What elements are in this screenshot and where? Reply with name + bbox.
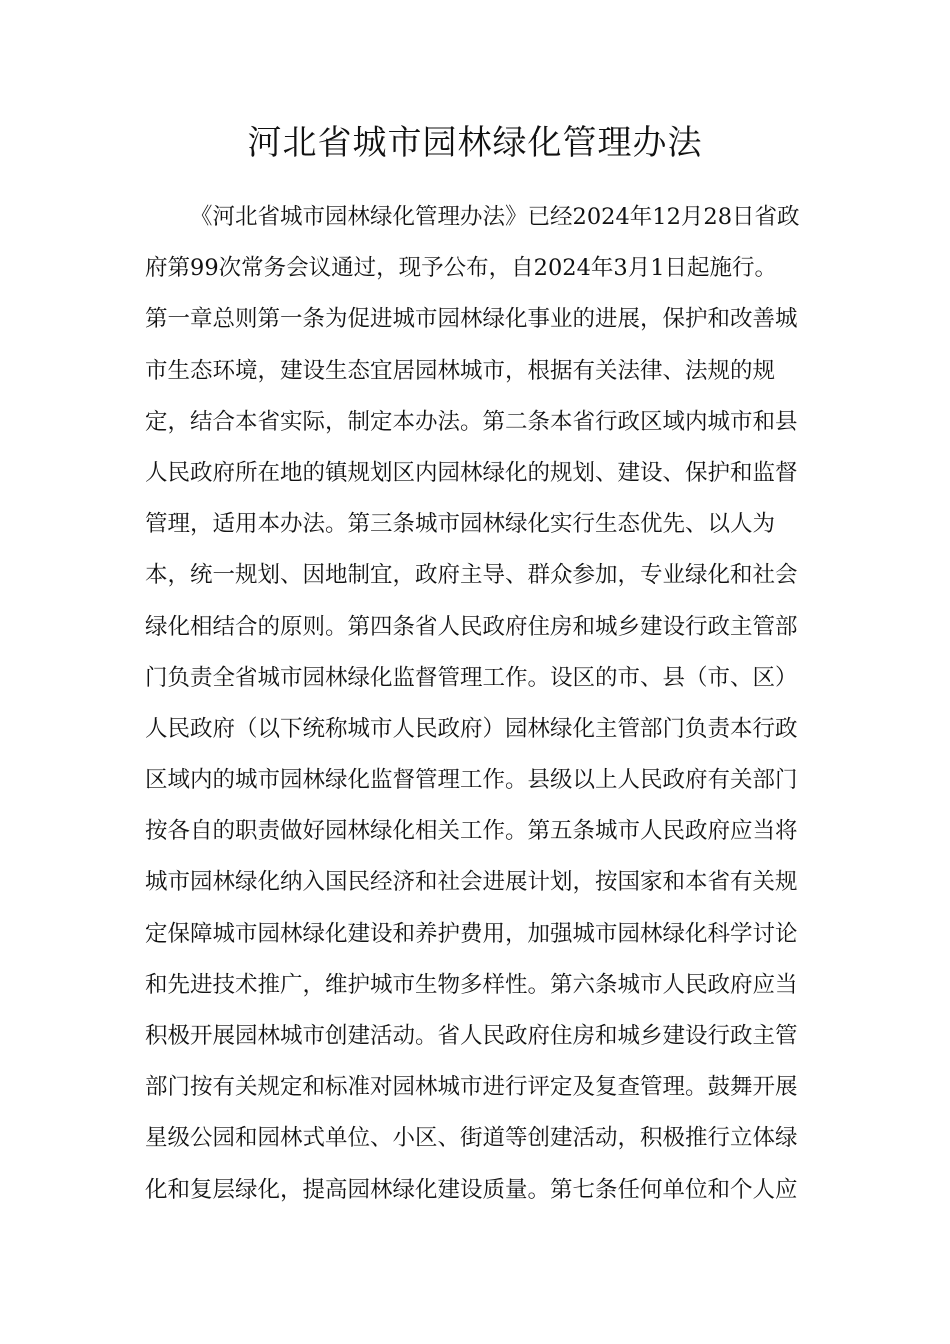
body-line: 定，结合本省实际，制定本办法。第二条本省行政区域内城市和县 [145,408,798,435]
body-line: 按各自的职责做好园林绿化相关工作。第五条城市人民政府应当将 [145,818,798,845]
body-line: 人民政府（以下统称城市人民政府）园林绿化主管部门负责本行政 [145,715,798,742]
document-title: 河北省城市园林绿化管理办法 [247,123,703,163]
body-line: 府第99次常务会议通过，现予公布，自2024年3月1日起施行。 [145,255,778,282]
body-line: 《河北省城市园林绿化管理办法》已经2024年12月28日省政 [190,204,800,230]
body-line: 区域内的城市园林绿化监督管理工作。县级以上人民政府有关部门 [145,767,798,794]
body-line: 人民政府所在地的镇规划区内园林绿化的规划、建设、保护和监督 [145,459,798,486]
body-line: 和先进技术推广，维护城市生物多样性。第六条城市人民政府应当 [145,971,798,998]
body-line: 部门按有关规定和标准对园林城市进行评定及复查管理。鼓舞开展 [145,1074,798,1101]
body-line: 第一章总则第一条为促进城市园林绿化事业的进展，保护和改善城 [145,306,798,333]
body-line: 市生态环境，建设生态宜居园林城市，根据有关法律、法规的规 [145,357,776,384]
body-line: 绿化相结合的原则。第四条省人民政府住房和城乡建设行政主管部 [145,613,798,640]
body-line: 城市园林绿化纳入国民经济和社会进展计划，按国家和本省有关规 [145,869,798,896]
body-line: 星级公园和园林式单位、小区、街道等创建活动，积极推行立体绿 [145,1125,798,1152]
body-line: 门负责全省城市园林绿化监督管理工作。设区的市、县（市、区） [145,664,798,691]
body-line: 本，统一规划、因地制宜，政府主导、群众参加，专业绿化和社会 [145,562,798,589]
body-line: 定保障城市园林绿化建设和养护费用，加强城市园林绿化科学讨论 [145,920,798,947]
body-line: 化和复层绿化，提高园林绿化建设质量。第七条任何单位和个人应 [145,1176,798,1203]
body-line: 积极开展园林城市创建活动。省人民政府住房和城乡建设行政主管 [145,1023,798,1049]
document-body [145,192,805,1216]
body-line: 管理，适用本办法。第三条城市园林绿化实行生态优先、以人为 [145,511,776,538]
